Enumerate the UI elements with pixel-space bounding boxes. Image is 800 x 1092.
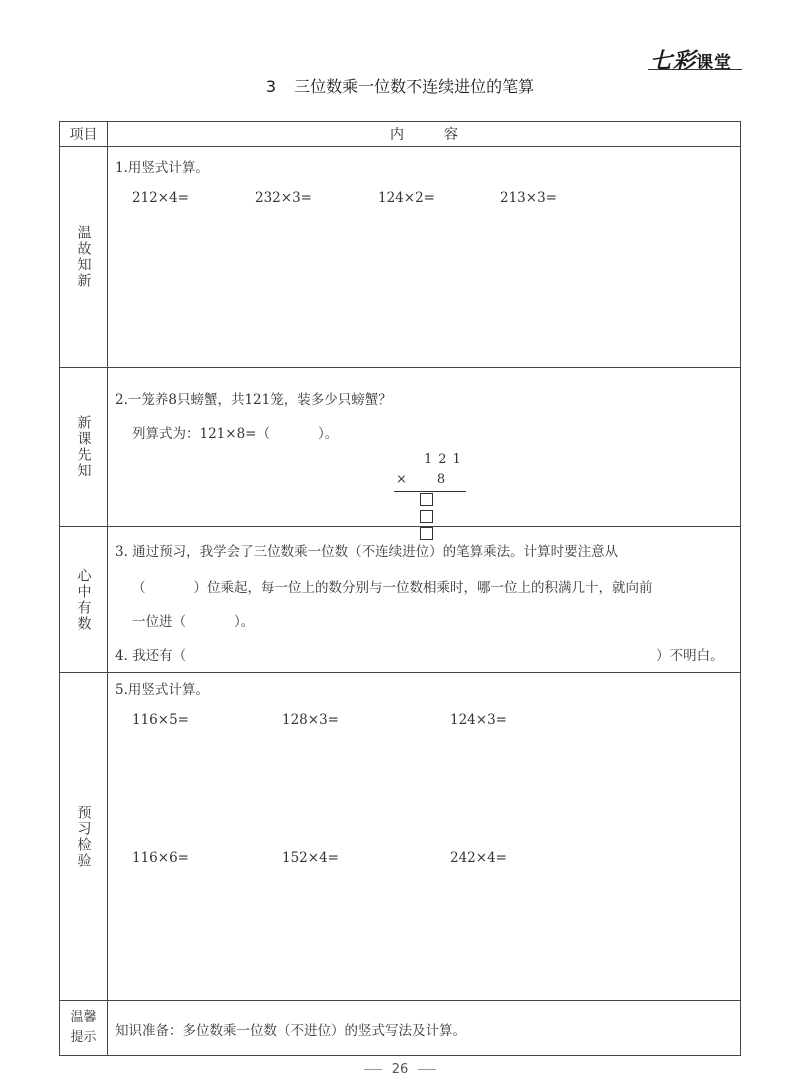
row-divider bbox=[60, 672, 740, 673]
vertical-top-number: 121 bbox=[424, 452, 467, 467]
answer-boxes bbox=[420, 493, 436, 544]
brand-underline bbox=[648, 69, 742, 70]
review-problem-4: 213×3= bbox=[500, 190, 557, 206]
label-tip-bottom: 提示 bbox=[70, 1030, 97, 1045]
brand-logo bbox=[650, 44, 732, 75]
label-new-lesson: 新课先知 bbox=[75, 415, 92, 479]
review-problem-1: 212×4= bbox=[132, 190, 189, 206]
check-problem-4: 116×6= bbox=[132, 850, 189, 866]
tip-text: 知识准备：多位数乘一位数（不进位）的竖式写法及计算。 bbox=[115, 1023, 466, 1039]
title-text: 三位数乘一位数不连续进位的笔算 bbox=[294, 77, 535, 96]
mind-line-3-suffix: ）。 bbox=[234, 614, 255, 630]
formula-prefix: 列算式为：121×8=（ bbox=[132, 426, 270, 442]
vertical-second-row bbox=[396, 472, 445, 487]
answer-box[interactable] bbox=[420, 527, 433, 540]
multiply-sign: × bbox=[396, 472, 407, 487]
mind-line-1: 3. 通过预习，我学会了三位数乘一位数（不连续进位）的笔算乘法。计算时要注意从 bbox=[115, 544, 619, 560]
mind-line-2-rest: ）位乘起，每一位上的数分别与一位数相乘时，哪一位上的积满几十，就向前 bbox=[193, 580, 653, 596]
review-problem-2: 232×3= bbox=[255, 190, 312, 206]
column-divider bbox=[107, 122, 108, 1055]
row-divider bbox=[60, 526, 740, 527]
check-instruction: 5.用竖式计算。 bbox=[115, 682, 209, 698]
label-review: 温故知新 bbox=[75, 225, 92, 289]
review-instruction: 1.用竖式计算。 bbox=[115, 160, 209, 176]
title-number: 3 bbox=[265, 77, 277, 96]
page-number: 26 bbox=[391, 1062, 409, 1077]
check-problem-6: 242×4= bbox=[450, 850, 507, 866]
label-tip-top: 温馨 bbox=[70, 1010, 97, 1025]
label-check: 预习检验 bbox=[75, 804, 92, 869]
check-problem-5: 152×4= bbox=[282, 850, 339, 866]
page-title bbox=[0, 74, 800, 97]
check-problem-3: 124×3= bbox=[450, 712, 507, 728]
answer-box[interactable] bbox=[420, 510, 433, 523]
vertical-multiplier: 8 bbox=[436, 472, 446, 487]
new-lesson-question: 2.一笼养8只螃蟹，共121笼，装多少只螃蟹？ bbox=[115, 392, 392, 408]
label-tip bbox=[60, 1001, 107, 1055]
mind-line-4-suffix: ）不明白。 bbox=[656, 648, 724, 664]
vertical-rule bbox=[394, 491, 466, 492]
footer-dash-left bbox=[364, 1069, 382, 1070]
brand-part1: 七彩 bbox=[650, 49, 697, 74]
row-divider bbox=[60, 1000, 740, 1001]
mind-line-4 bbox=[115, 644, 724, 664]
row-divider bbox=[60, 367, 740, 368]
header-content: 内容 bbox=[390, 127, 498, 143]
formula-suffix: ）。 bbox=[317, 426, 339, 442]
page-footer bbox=[0, 1062, 800, 1077]
mind-line-2-open: （ bbox=[132, 580, 146, 596]
mind-line-3-prefix: 一位进（ bbox=[132, 614, 186, 630]
label-mind: 心中有数 bbox=[75, 567, 92, 632]
answer-box[interactable] bbox=[420, 493, 433, 506]
brand-part2: 课堂 bbox=[696, 53, 733, 73]
new-lesson-formula bbox=[132, 422, 338, 442]
header-project: 项目 bbox=[69, 127, 98, 143]
check-problem-2: 128×3= bbox=[282, 712, 339, 728]
mind-line-4-prefix: 4. 我还有（ bbox=[115, 648, 187, 664]
mind-line-2 bbox=[132, 576, 653, 596]
worksheet-table bbox=[59, 121, 741, 1056]
mind-line-3 bbox=[132, 610, 254, 630]
check-problem-1: 116×5= bbox=[132, 712, 189, 728]
review-problem-3: 124×2= bbox=[378, 190, 435, 206]
footer-dash-right bbox=[418, 1069, 436, 1070]
row-divider bbox=[60, 146, 740, 147]
